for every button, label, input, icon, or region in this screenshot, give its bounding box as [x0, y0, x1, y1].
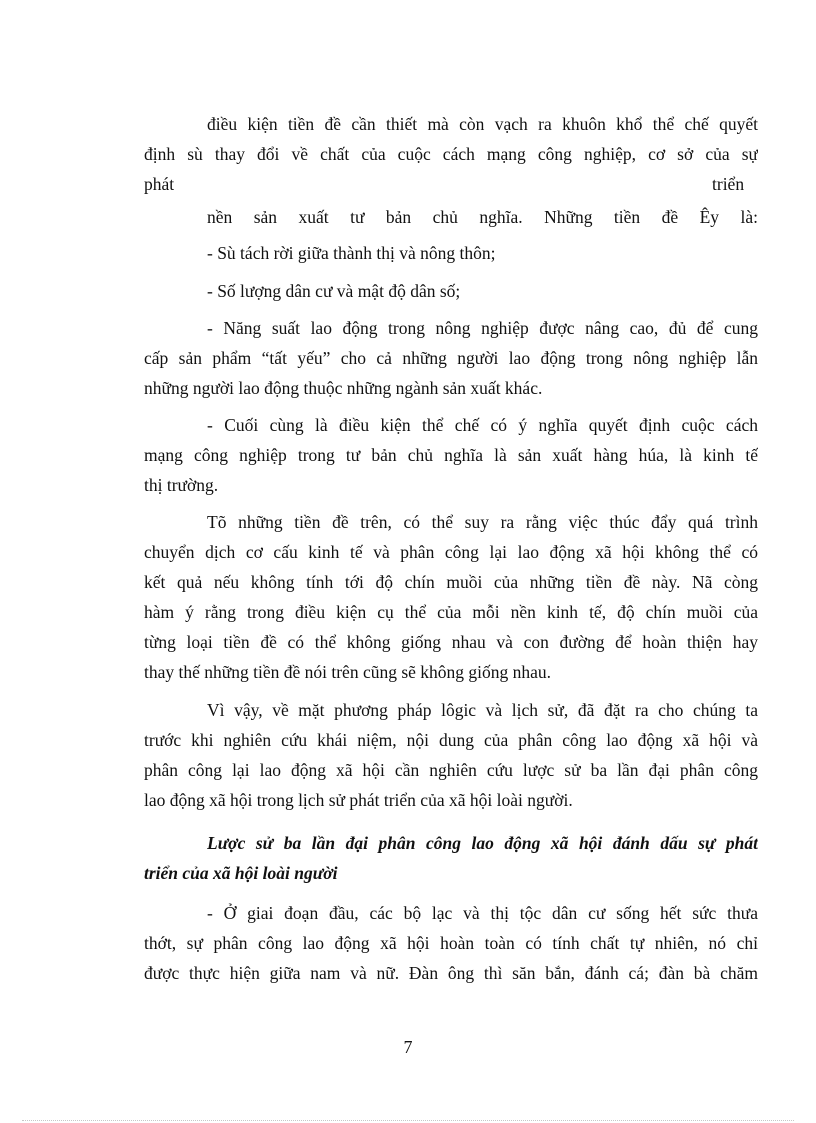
text-line: triển	[712, 174, 745, 194]
text-line: những người lao động thuộc những ngành sản xuất khác.	[144, 378, 543, 398]
text-line: thị trường.	[144, 475, 219, 495]
text-line: thay thế những tiền đề nói trên cũng sẽ không giống nhau.	[144, 662, 552, 682]
text-line: định sù thay đổi về chất của cuộc cách mạng công nghiệp, cơ sở của sự	[144, 144, 758, 164]
text-line: nền sản xuất tư bản chủ nghĩa. Những tiền đề Êy là:	[207, 207, 758, 227]
text-line: lao động xã hội trong lịch sử phát triển của xã hội loài người.	[144, 790, 573, 810]
text-line: - Ở giai đoạn đầu, các bộ lạc và thị tộc dân cư sống hết sức thưa	[207, 903, 758, 923]
text-line: kết quả nếu không tính tới độ chín muồi của những tiền đề này. Nã còng	[144, 572, 758, 592]
text-line: cấp sản phẩm “tất yếu” cho cả những người lao động trong nông nghiệp lẫn	[144, 348, 758, 368]
text-line: hàm ý rằng trong điều kiện cụ thể của mỗi nền kinh tế, độ chín muồi của	[144, 602, 758, 622]
page-bottom-divider	[22, 1120, 794, 1121]
text-line: - Sù tách rời giữa thành thị và nông thôn;	[207, 243, 496, 263]
text-line: phân công lại lao động xã hội cần nghiên cứu lược sử ba lần đại phân công	[144, 760, 758, 780]
text-line: điều kiện tiền đề cần thiết mà còn vạch ra khuôn khổ thể chế quyết	[207, 114, 758, 134]
text-line: trước khi nghiên cứu khái niệm, nội dung của phân công lao động xã hội và	[144, 730, 758, 750]
text-line: thớt, sự phân công lao động xã hội hoàn toàn có tính chất tự nhiên, nó chỉ	[144, 933, 758, 953]
page-number: 7	[403, 1037, 413, 1057]
text-line: mạng công nghiệp trong tư bản chủ nghĩa là sản xuất hàng húa, là kinh tế	[144, 445, 758, 465]
text-line: Tõ những tiền đề trên, có thể suy ra rằng việc thúc đẩy quá trình	[207, 512, 758, 532]
text-line: - Năng suất lao động trong nông nghiệp được nâng cao, đủ để cung	[207, 318, 758, 338]
text-line: từng loại tiền đề có thể không giống nhau và con đường để hoàn thiện hay	[144, 632, 758, 652]
text-line: phát	[144, 174, 175, 194]
text-line: chuyển dịch cơ cấu kinh tế và phân công lại lao động xã hội không thể có	[144, 542, 758, 562]
section-heading: triển của xã hội loài người	[144, 863, 338, 883]
text-line: - Cuối cùng là điều kiện thể chế có ý nghĩa quyết định cuộc cách	[207, 415, 758, 435]
text-line: Vì vậy, về mặt phương pháp lôgic và lịch sử, đã đặt ra cho chúng ta	[207, 700, 758, 720]
text-line: được thực hiện giữa nam và nữ. Đàn ông thì săn bắn, đánh cá; đàn bà chăm	[144, 963, 758, 983]
text-line: - Số lượng dân cư và mật độ dân số;	[207, 281, 461, 301]
section-heading: Lược sử ba lần đại phân công lao động xã hội đánh dấu sự phát	[207, 833, 758, 853]
